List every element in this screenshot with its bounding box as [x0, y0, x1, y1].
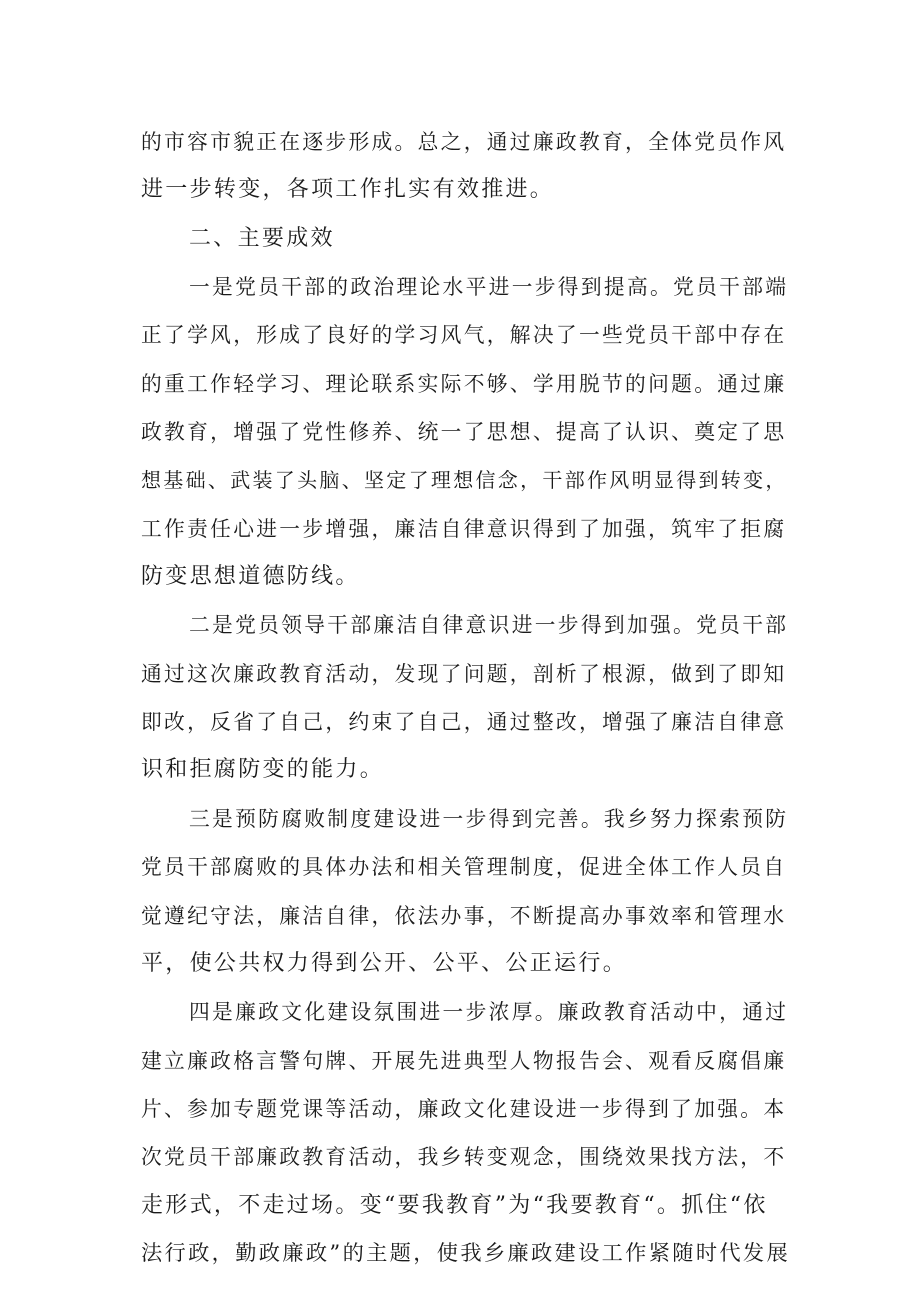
text-line: 政教育，增强了党性修养、统一了思想、提高了认识、奠定了思 [141, 420, 787, 445]
text-line: 片、参加专题党课等活动，廉政文化建设进一步得到了加强。本 [141, 1096, 787, 1121]
body-text [141, 118, 791, 1278]
text-line: 平，使公共权力得到公开、公平、公正运行。 [141, 950, 628, 976]
text-line: 通过这次廉政教育活动，发现了问题，剖析了根源，做到了即知 [141, 661, 787, 686]
text-line: 觉遵纪守法，廉洁自律，依法办事，不断提高办事效率和管理水 [141, 903, 787, 928]
text-line: 工作责任心进一步增强，廉洁自律意识得到了加强，筑牢了拒腐 [141, 516, 787, 541]
text-line: 法行政，勤政廉政”的主题，使我乡廉政建设工作紧随时代发展 [141, 1240, 791, 1266]
text-line: 进一步转变，各项工作扎实有效推进。 [141, 177, 555, 203]
text-line: 防变思想道德防线。 [141, 564, 360, 590]
paragraph-first-line: 三是预防腐败制度建设进一步得到完善。我乡努力探索预防 [189, 806, 789, 831]
text-line: 建立廉政格言警句牌、开展先进典型人物报告会、观看反腐倡廉 [141, 1048, 787, 1073]
text-line: 想基础、武装了头脑、坚定了理想信念，干部作风明显得到转变， [141, 468, 788, 493]
text-line: 即改，反省了自己，约束了自己，通过整改，增强了廉洁自律意 [141, 710, 787, 735]
text-line: 识和拒腐防变的能力。 [141, 757, 385, 783]
text-line: 走形式，不走过场。变“要我教育”为“我要教育“。抓住“依 [141, 1192, 768, 1218]
text-line: 正了学风，形成了良好的学习风气，解决了一些党员干部中存在 [141, 323, 787, 348]
text-line: 党员干部腐败的具体办法和相关管理制度，促进全体工作人员自 [141, 855, 787, 880]
paragraph-first-line: 一是党员干部的政治理论水平进一步得到提高。党员干部端 [189, 275, 789, 300]
text-line: 的重工作轻学习、理论联系实际不够、学用脱节的问题。通过廉 [141, 371, 787, 396]
text-line: 的市容市貌正在逐步形成。总之，通过廉政教育，全体党员作风 [141, 130, 787, 154]
paragraph-first-line: 二、主要成效 [189, 225, 335, 251]
paragraph-first-line: 四是廉政文化建设氛围进一步浓厚。廉政教育活动中，通过 [189, 1000, 789, 1025]
text-line: 次党员干部廉政教育活动，我乡转变观念，围绕效果找方法，不 [141, 1145, 787, 1170]
paragraph-first-line: 二是党员领导干部廉洁自律意识进一步得到加强。党员干部 [189, 613, 789, 638]
